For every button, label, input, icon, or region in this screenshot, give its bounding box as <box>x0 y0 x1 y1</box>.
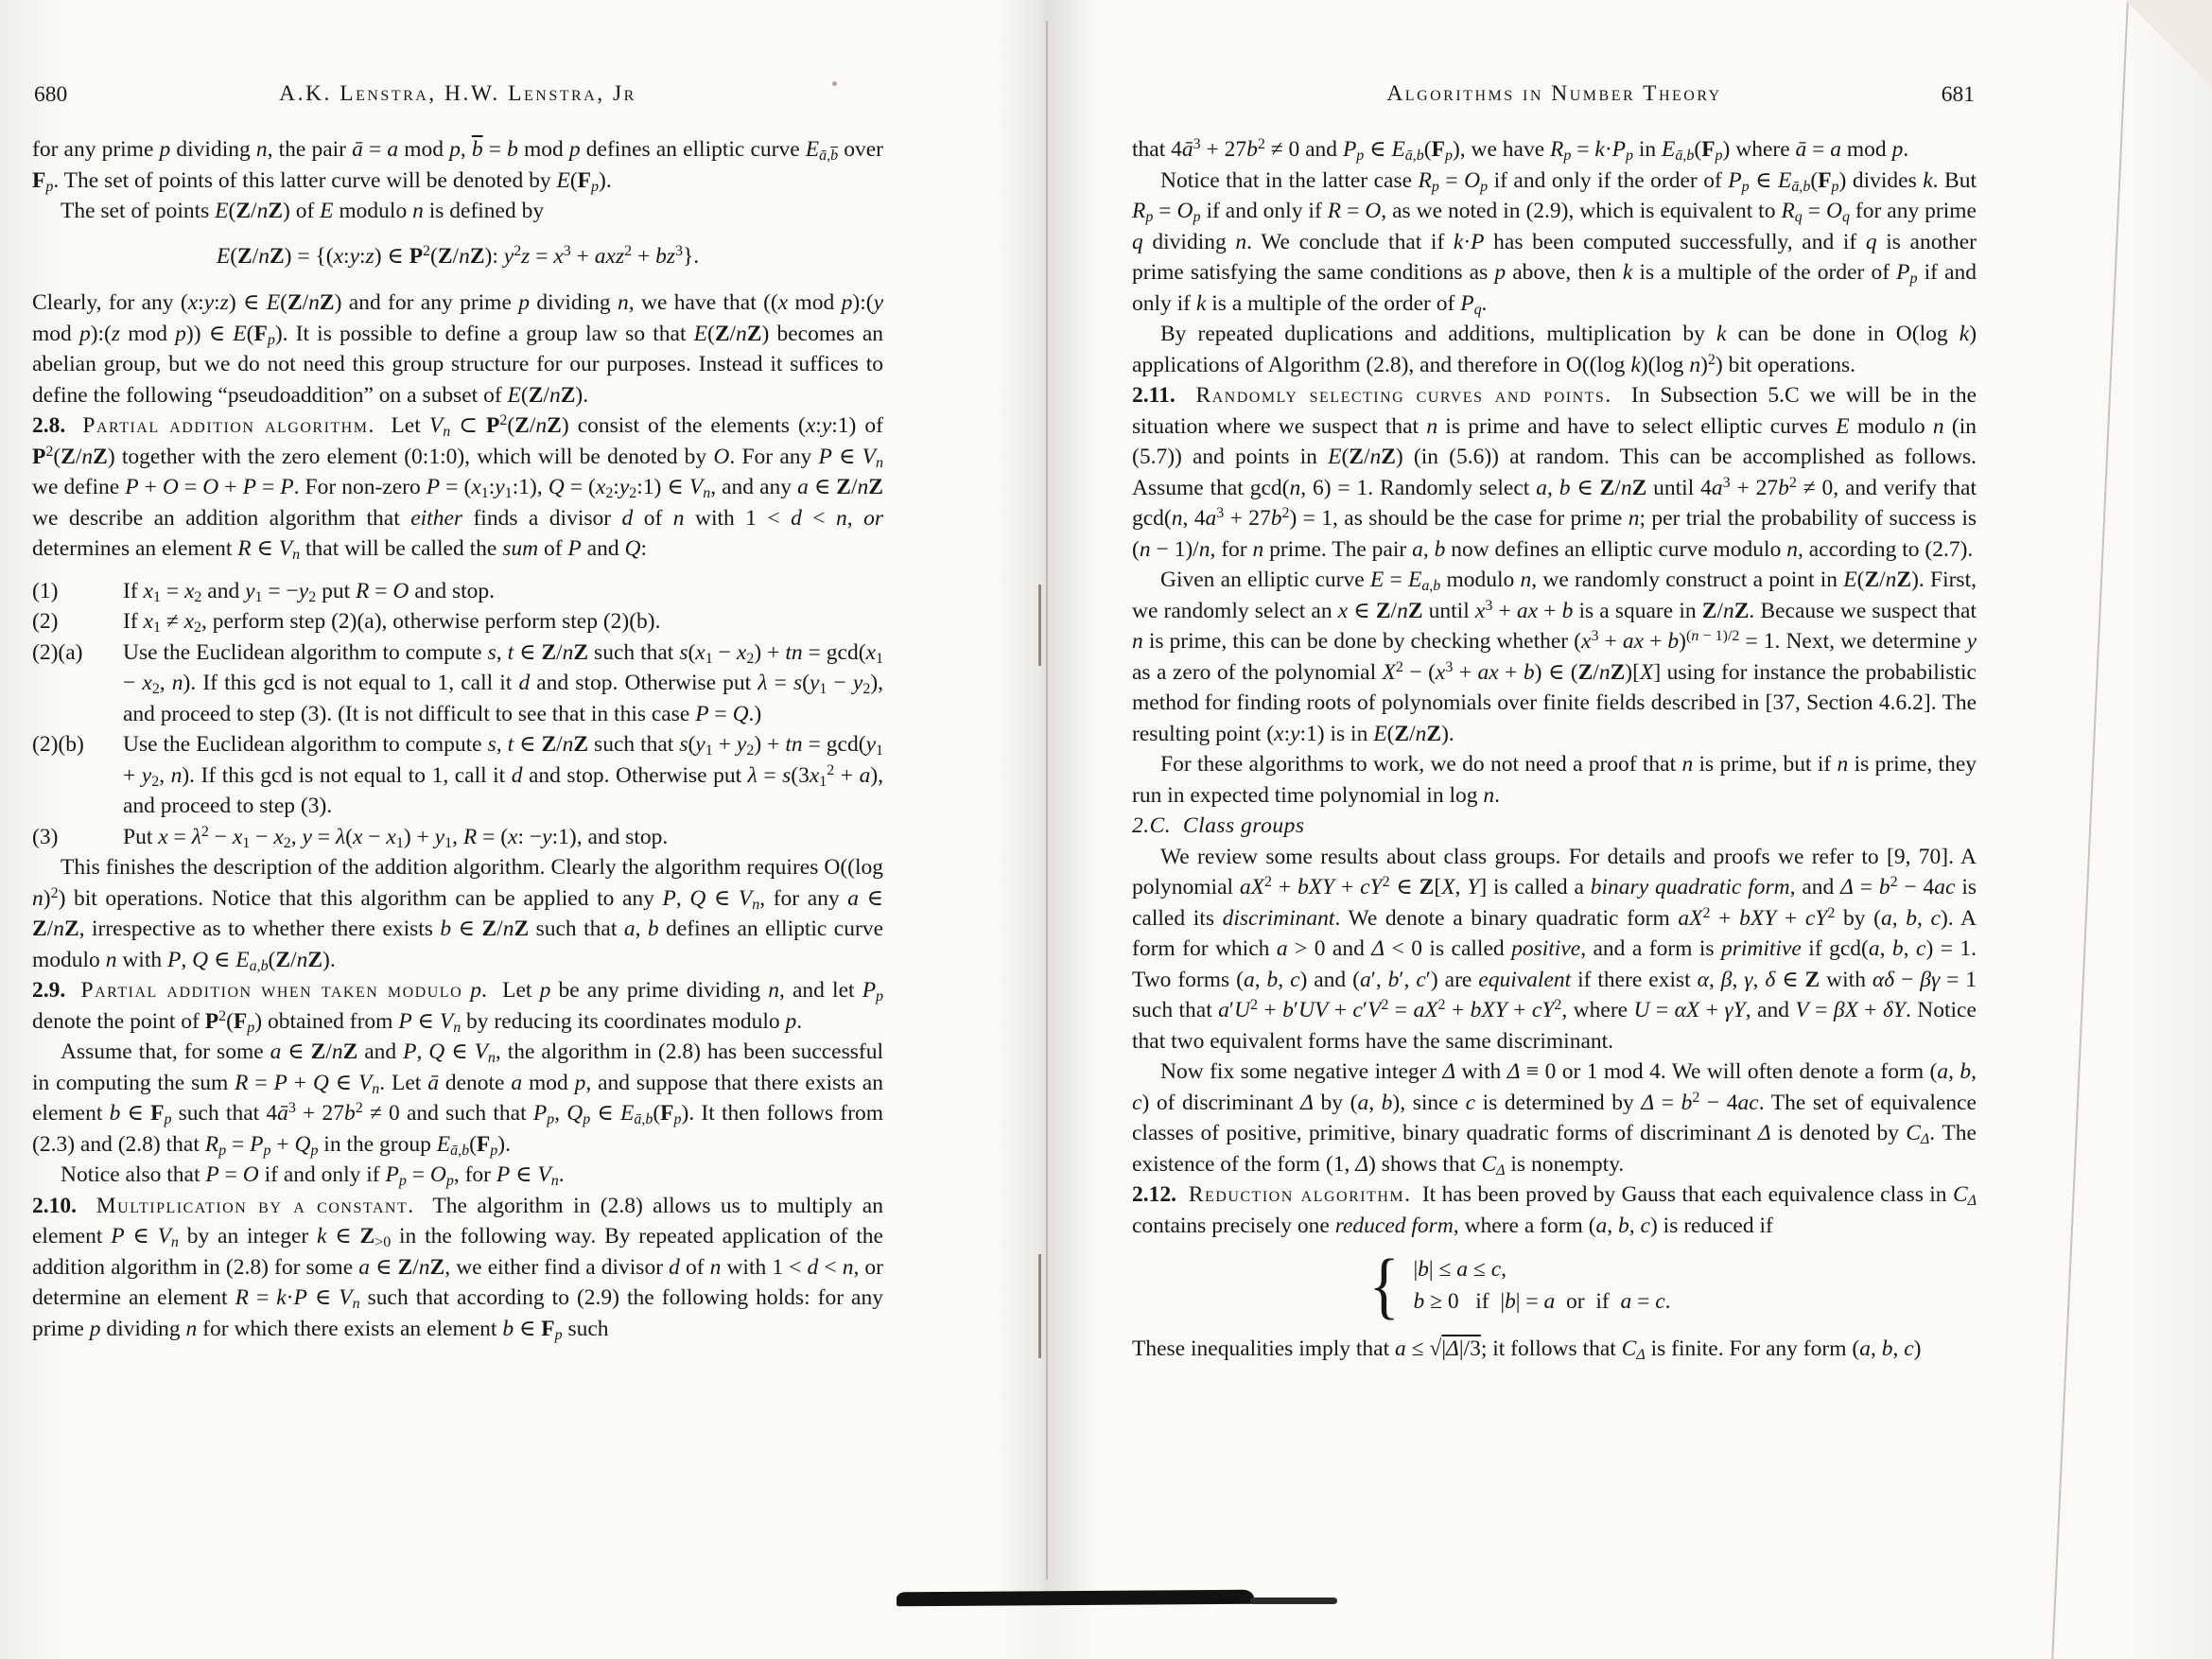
scan-bottom-smudge-tail <box>1250 1598 1337 1604</box>
paragraph-intro: for any prime p dividing n, the pair ā = a mod p, $\overline{b} = b$ mod p defines an elliptic curve $E_{ā,\overline{b}}$ over $F_p$. The set of points of this latter curve will be denoted by $E(F_p)$. <box>32 137 883 195</box>
step-text: If $x_1 = x_2$ and $y_1 = -y_2$ put R = O and stop. <box>123 578 496 605</box>
paragraph-inequalities: These inequalities imply that a ≤ √|Δ|/3; it follows that $C_\Delta$ is finite. For any form (a, b, c) <box>1132 1336 1922 1363</box>
page-left <box>32 81 883 1344</box>
section-2-10: 2.10. Multiplication by a constant. The algorithm in (2.8) allows us to multiply an element P ∈ $V_n$ by an integer k ∈ $Z_{>0}$ in the following way. By repeated application of the addition algorithm in (2.8) for some a ∈ Z/nZ, we either find a divisor d of n with 1 < d < n, or determine an element R = k·P ∈ $V_n$ such that according to (2.9) the following holds: for any prime p dividing n for which there exists an element b ∈ $F_p$ such <box>32 1193 883 1343</box>
step-label: (2)(b) <box>32 732 84 757</box>
paragraph-given-curve: Given an elliptic curve $E = E_{a,b}$ modulo n, we randomly construct a point in E(Z/nZ). First, we randomly select an x ∈ Z/nZ until $x^3$ + ax + b is a square in Z/nZ. Because we suspect that n is prime, this can be done by checking whether ($x^3$ + ax + b)$^{(n - 1)/2}$ = 1. Next, we determine y as a zero of the polynomial $X^2 - (x^3$ + ax + b) ∈ (Z/nZ)[X] using for instance the probabilistic method for finding roots of polynomials over finite fields described in [37, Section 4.6.2]. The resulting point (x:y:1) is in E(Z/nZ). <box>1132 568 1977 746</box>
step-label: (2)(a) <box>32 639 83 665</box>
reduced-form-conditions <box>1367 1244 1977 1326</box>
section-2-9: 2.9. Partial addition when taken modulo p. Let p be any prime dividing n, and let $P_p$ denote the point of $P^2(F_p)$ obtained from P ∈ $V_n$ by reducing its coordinates modulo p. <box>32 978 884 1036</box>
scan-corner-artifact <box>2125 0 2212 87</box>
scan-gutter-mark <box>1038 1254 1041 1358</box>
paragraph-set-points: The set of points E(Z/nZ) of E modulo n is defined by <box>61 199 545 223</box>
section-2-11: 2.11. Randomly selecting curves and points. In Subsection 5.C we will be in the situation where we suspect that n is prime and have to select elliptic curves E modulo n (in (5.7)) and points in E(Z/nZ) (in (5.6)) at random. This can be accomplished as follows. Assume that gcd(n, 6) = 1. Randomly select a, b ∈ Z/nZ until $4a^3 + 27b^2 \ne 0$, and verify that gcd(n, $4a^3 + 27b^2) = 1$, as should be the case for prime n; per trial the probability of success is (n − 1)/n, for n prime. The pair a, b now defines an elliptic curve modulo n, according to (2.7). <box>1132 383 1977 562</box>
paragraph-notice: Notice also that P = O if and only if $P_p = O_p$, for P ∈ $V_n$. <box>61 1162 565 1189</box>
paragraph-notice-latter: Notice that in the latter case $R_p = O_p$ if and only if the order of $P_p$ ∈ $E_{ā,b}(F_p)$ divides k. But $R_p = O_p$ if and only if R = O, as we noted in (2.9), which is equivalent to $R_q = O_q$ for any prime q dividing n. We conclude that if k·P has been computed successfully, and if q is another prime satisfying the same conditions as p above, then k is a multiple of the order of $P_p$ if and only if k is a multiple of the order of $P_q$. <box>1132 167 1977 318</box>
step-text: Use the Euclidean algorithm to compute s, t ∈ Z/nZ such that $s(y_1 + y_2)$ + tn = $\gcd(y_1 + y_2$, n). If this gcd is not equal to 1, call it d and stop. Otherwise put $\lambda = s(3x_1^2 + a)$, and proceed to step (3). <box>123 732 884 818</box>
algorithm-step-2b <box>32 729 883 822</box>
paragraph-assume: Assume that, for some a ∈ Z/nZ and P, Q ∈ $V_n$, the algorithm in (2.8) has been successful in computing the sum R = P + Q ∈ $V_n$. Let ā denote a mod p, and suppose that there exists an element b ∈ $F_p$ such that $4ā^3 + 27b^2 \ne 0$ and such that $P_p$, $Q_p$ ∈ $E_{ā,b}(F_p)$. It then follows from (2.3) and (2.8) that $R_p = P_p + Q_p$ in the group $E_{ā,b}(F_p)$. <box>32 1039 884 1159</box>
paragraph-finishes: This finishes the description of the addition algorithm. Clearly the algorithm requires O((log n)$^2$) bit operations. Notice that this algorithm can be applied to any P, Q ∈ $V_n$, for any a ∈ Z/nZ, irrespective as to whether there exists b ∈ Z/nZ such that a, b defines an elliptic curve modulo n with P, Q ∈ $E_{a,b}(Z/nZ)$. <box>32 855 883 974</box>
step-text: Use the Euclidean algorithm to compute s, t ∈ Z/nZ such that $s(x_1 - x_2)$ + tn = $\gcd(x_1 - x_2$, n). If this gcd is not equal to 1, call it d and stop. Otherwise put $\lambda = s(y_1 - y_2)$, and proceed to step (3). (It is not difficult to see that in this case P = Q.) <box>123 639 884 726</box>
condition-line-2: b ≥ 0 if |b| = a or if a = c. <box>1413 1289 1671 1314</box>
step-text: Put $x = \lambda^2 - x_1 - x_2$, $y = \lambda(x - x_1) + y_1$, R = (x: −y:1), and stop. <box>123 823 669 851</box>
right-page-body <box>1132 134 1977 1365</box>
algorithm-step-3 <box>32 822 883 853</box>
section-2-8: 2.8. Partial addition algorithm. Let $V_n$ ⊂ $P^2(Z/nZ)$ consist of the elements (x:y:1) of $P^2(Z/nZ)$ together with the zero element (0:1:0), which will be denoted by O. For any P ∈ $V_n$ we define P + O = O + P = P. For non-zero $P = (x_1:y_1:1)$, $Q = (x_2:y_2:1)$ ∈ $V_n$, and any a ∈ Z/nZ we describe an addition algorithm that either finds a divisor d of n with 1 < d < n, or determines an element R ∈ $V_n$ that will be called the sum of P and Q: <box>32 412 883 563</box>
algorithm-step-1 <box>32 576 883 607</box>
section-2-12: 2.12. Reduction algorithm. It has been proved by Gauss that each equivalence class in $C_\Delta$ contains precisely one reduced form, where a form (a, b, c) is reduced if <box>1132 1182 1977 1238</box>
paragraph-for-these: For these algorithms to work, we do not need a proof that n is prime, but if n is prime, they run in expected time polynomial in log n. <box>1132 752 1977 808</box>
algorithm-step-2 <box>32 606 883 637</box>
paragraph-now-fix: Now fix some negative integer Δ with Δ ≡ 0 or 1 mod 4. We will often denote a form (a, b, c) of discriminant Δ by (a, b), since c is determined by $\Delta = b^2 - 4ac$. The set of equivalence classes of positive, primitive, binary quadratic forms of discriminant Δ is denoted by $C_\Delta$. The existence of the form (1, Δ) shows that $C_\Delta$ is nonempty. <box>1132 1059 1977 1179</box>
step-text: If $x_1 \ne x_2$, perform step (2)(a), otherwise perform step (2)(b). <box>123 609 661 636</box>
scan-gutter-mark <box>1038 585 1041 666</box>
paragraph-repeated-duplications: By repeated duplications and additions, multiplication by k can be done in O(log k) applications of Algorithm (2.8), and therefore in O((log k)(log n)$^2$) bit operations. <box>1132 322 1977 377</box>
subsection-heading-class-groups: 2.C. Class groups <box>1132 813 1305 838</box>
step-label: (1) <box>32 578 59 603</box>
page-right <box>1132 81 1977 1365</box>
display-equation-enz: E(Z/nZ) = {(x:y:z) ∈ $P^2(Z/nZ)$: $y^2z = x^3 + axz^2 + bz^3$}. <box>216 242 700 269</box>
paragraph-continued: that $4ā^3 + 27b^2 \ne 0$ and $P_p$ ∈ $E_{ā,b}(F_p)$, we have $R_p = k\cdot P_p$ in $E_{ā,b}(F_p)$ where ā = a mod p. <box>1132 136 1909 164</box>
page-edge-line <box>2051 0 2130 1659</box>
right-page-number: 681 <box>1941 82 1975 107</box>
condition-line-1: |b| ≤ a ≤ c, <box>1413 1257 1507 1282</box>
left-page-number: 680 <box>34 82 68 107</box>
paragraph-review-class-groups: We review some results about class groups. For details and proofs we refer to [9, 70]. A polynomial $aX^2$ + bXY + $cY^2$ ∈ Z[X, Y] is called a binary quadratic form, and $\Delta = b^2 - 4ac$ is called its discriminant. We denote a binary quadratic form $aX^2$ + bXY + $cY^2$ by (a, b, c). A form for which a > 0 and Δ < 0 is called positive, and a form is primitive if gcd(a, b, c) = 1. Two forms (a, b, c) and (a′, b′, c′) are equivalent if there exist α, β, γ, δ ∈ Z with αδ − βγ = 1 such that $a'U^2 + b'UV + c'V^2 = aX^2$ + bXY + $cY^2$, where U = αX + γY, and V = βX + δY. Notice that two equivalent forms have the same discriminant. <box>1132 844 1977 1054</box>
right-running-title: Algorithms in Number Theory <box>1386 81 1722 106</box>
step-label: (2) <box>32 609 59 634</box>
book-gutter-line <box>1046 21 1048 1580</box>
algorithm-step-2a <box>32 637 883 730</box>
right-running-head <box>1132 81 1977 114</box>
step-label: (3) <box>32 824 59 849</box>
left-running-title: A.K. Lenstra, H.W. Lenstra, Jr <box>279 81 636 106</box>
algorithm-steps <box>32 576 883 853</box>
left-running-head <box>32 81 883 114</box>
condition-lines <box>1413 1253 1670 1318</box>
left-page-body <box>32 134 883 1344</box>
paragraph-clearly: Clearly, for any (x:y:z) ∈ E(Z/nZ) and for any prime p dividing n, we have that ((x mod p):(y mod p):(z mod p)) ∈ $E(F_p)$. It is possible to define a group law so that E(Z/nZ) becomes an abelian group, but we do not need this group structure for our purposes. Instead it suffices to define the following “pseudoaddition” on a subset of E(Z/nZ). <box>32 290 884 408</box>
left-brace: { <box>1368 1244 1400 1326</box>
